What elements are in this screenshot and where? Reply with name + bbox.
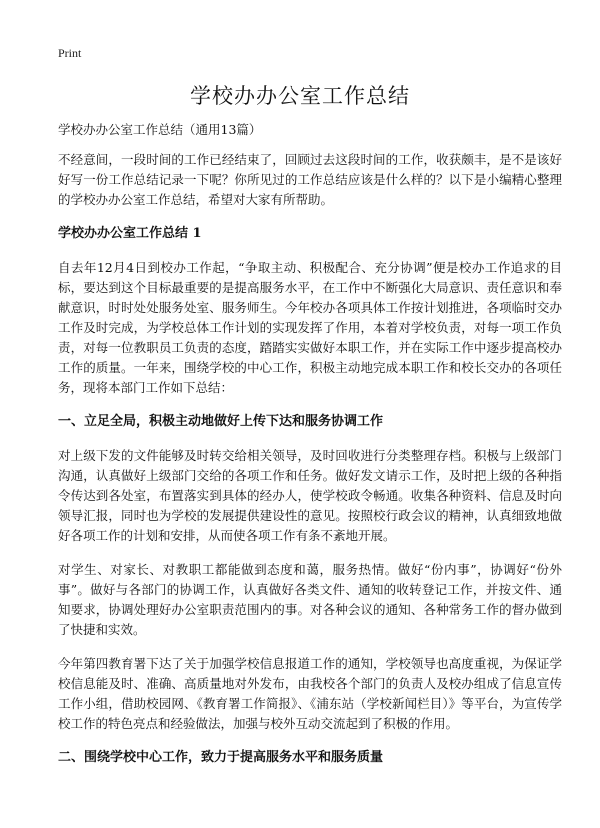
print-link[interactable]: Print bbox=[58, 46, 82, 60]
article-body bbox=[58, 120, 562, 782]
section-1-title: 学校办办公室工作总结 1 bbox=[58, 226, 202, 241]
paragraph-2: 对学生、对家长、对教职工都能做到态度和蔼，服务热情。做好“份内事”，协调好“份外事”。做好与各部门的协调工作，认真做好各类文件、通知的收转登记工作，并按文件、通知要求，协调处理好办公室职责范围内的事。对各种会议的通知、各种常务工作的督办做到了快捷和实效。 bbox=[58, 562, 562, 637]
article-subtitle: 学校办办公室工作总结（通用13篇） bbox=[58, 122, 262, 137]
section-1-paragraph: 自去年12月4日到校办工作起，“争取主动、积极配合、充分协调”便是校办工作追求的目标，要达到这个目标最重要的是提高服务水平，在工作中不断强化大局意识、责任意识和奉献意识，时时处处服务处室、服务师生。今年校办各项具体工作按计划推进，各项临时交办工作及时完成，为学校总体工作计划的实现发挥了作用，本着对学校负责，对每一项工作负责，对每一位教职员工负责的态度，踏踏实实做好本职工作，并在实际工作中逐步提高校办工作的质量。一年来，围绕学校的中心工作，积极主动地完成本职工作和校长交办的各项任务，现将本部门工作如下总结： bbox=[58, 260, 562, 395]
heading-1: 一、立足全局，积极主动地做好上传下达和服务协调工作 bbox=[58, 414, 384, 429]
heading-2: 二、围绕学校中心工作，致力于提高服务水平和服务质量 bbox=[58, 750, 384, 765]
intro-paragraph: 不经意间，一段时间的工作已经结束了，回顾过去这段时间的工作，收获颇丰，是不是该好好写一份工作总结记录一下呢？你所见过的工作总结应该是什么样的？以下是小编精心整理的学校办办公室工作总结，希望对大家有所帮助。 bbox=[58, 152, 562, 207]
page-title: 学校办办公室工作总结 bbox=[190, 84, 410, 108]
paragraph-3: 今年第四教育署下达了关于加强学校信息报道工作的通知，学校领导也高度重视，为保证学校信息能及时、准确、高质量地对外发布，由我校各个部门的负责人及校办组成了信息宣传工作小组，借助校园网、《教育署工作简报》、《浦东站（学校新闻栏目）》等平台，为宣传学校工作的特色亮点和经验做法，加强与校外互动交流起到了积极的作用。 bbox=[58, 656, 562, 731]
paragraph-1: 对上级下发的文件能够及时转交给相关领导，及时回收进行分类整理存档。积极与上级部门沟通，认真做好上级部门交给的各项工作和任务。做好发文请示工作，及时把上级的各种指令传达到各处室，布置落实到具体的经办人，使学校政令畅通。收集各种资料、信息及时向领导汇报，同时也为学校的发展提供建设性的意见。按照校行政会议的精神，认真细致地做好各项工作的计划和安排，从而使各项工作有条不紊地开展。 bbox=[58, 448, 562, 543]
